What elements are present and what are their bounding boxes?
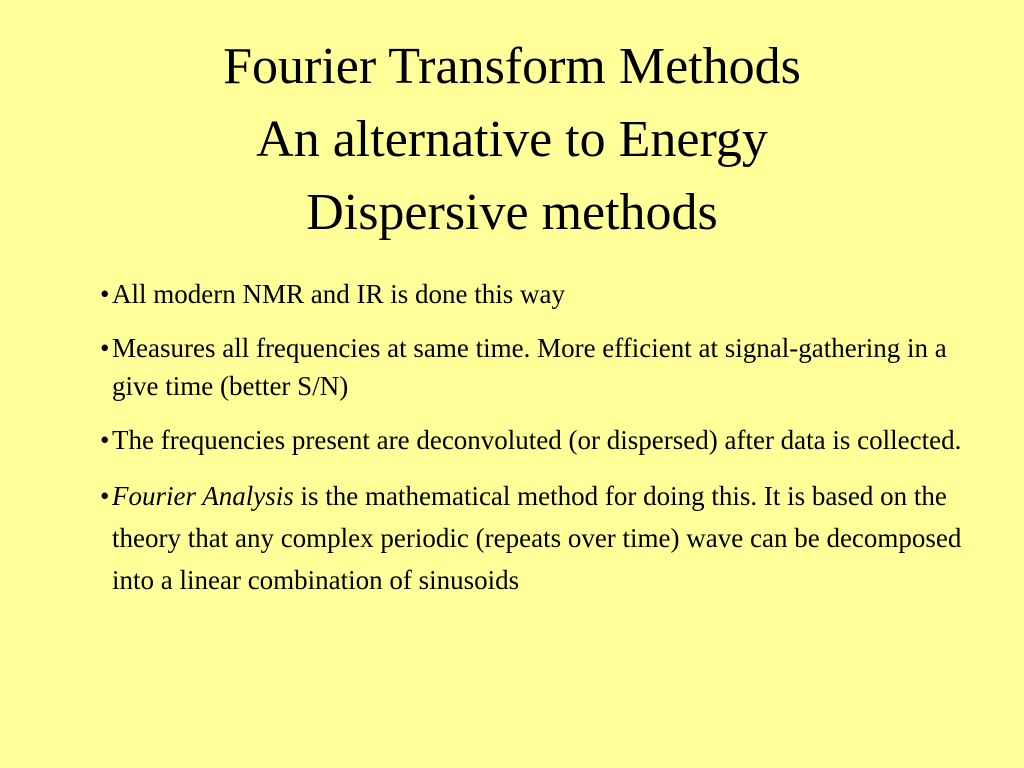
- title-line-1: Fourier Transform Methods: [223, 38, 801, 95]
- bullet-list: [100, 275, 980, 617]
- bullet-marker: •: [100, 481, 110, 511]
- bullet-item: [100, 275, 980, 313]
- bullet-item: [100, 329, 980, 405]
- bullet-text: The frequencies present are deconvoluted (or dispersed) after data is collected.: [112, 425, 962, 455]
- bullet-text: is the mathematical method for doing this. It is based on the theory that any complex periodic (repeats over time) wave can be decomposed into a linear combination of sinusoids: [112, 481, 962, 595]
- bullet-marker: •: [100, 333, 110, 363]
- slide-title: [0, 30, 1024, 249]
- title-line-2: An alternative to Energy: [256, 111, 768, 168]
- bullet-emphasis: Fourier Analysis: [112, 481, 294, 511]
- bullet-marker: •: [100, 279, 110, 309]
- bullet-text: All modern NMR and IR is done this way: [112, 279, 565, 309]
- bullet-item: [100, 475, 980, 601]
- title-line-3: Dispersive methods: [306, 184, 718, 241]
- bullet-text: Measures all frequencies at same time. More efficient at signal-gathering in a give time (better S/N): [112, 333, 947, 401]
- bullet-item: [100, 421, 980, 459]
- bullet-marker: •: [100, 425, 110, 455]
